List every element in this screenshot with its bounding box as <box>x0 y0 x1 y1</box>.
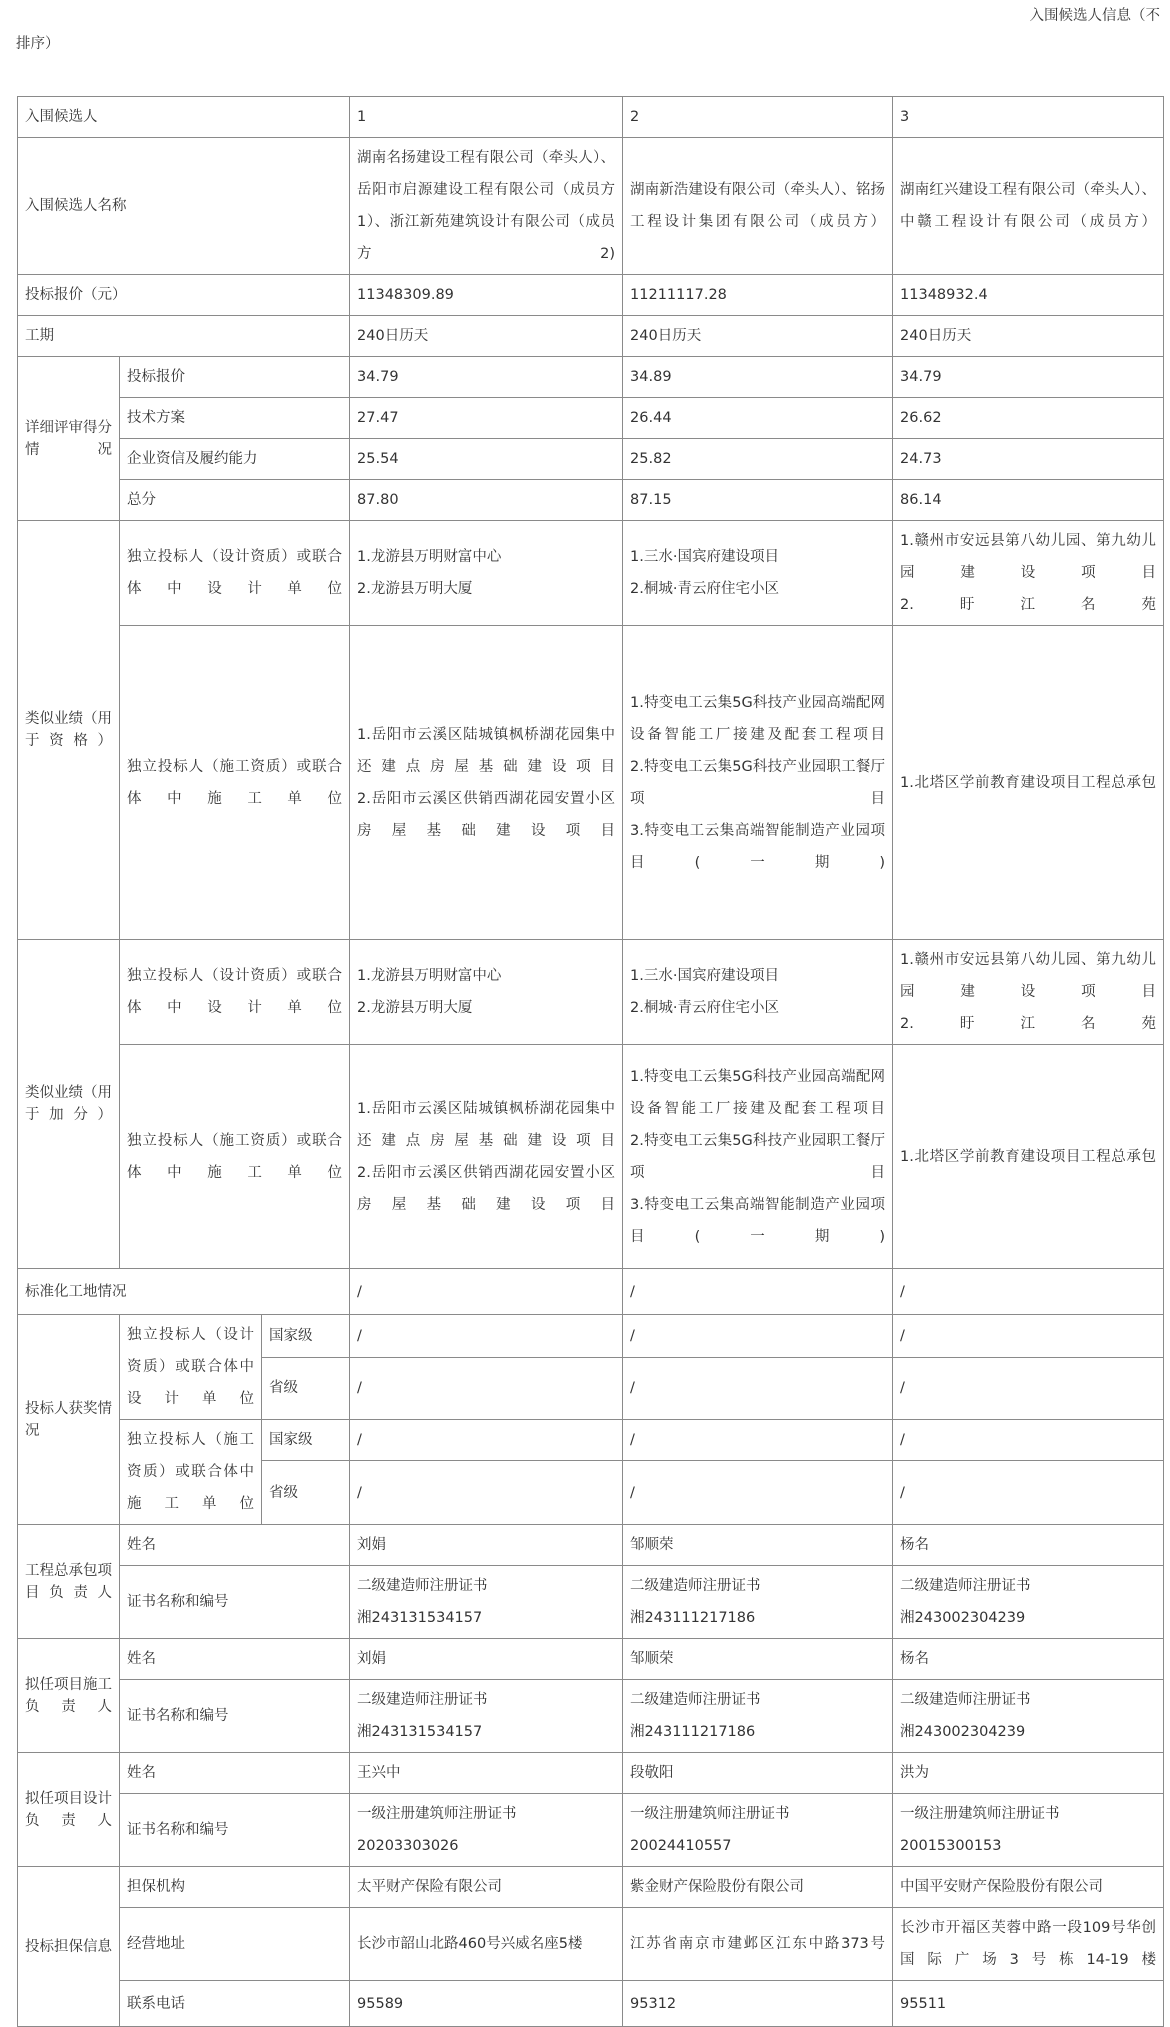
cell-c3-epc-cert: 二级建造师注册证书 湘243002304239 <box>893 1566 1164 1639</box>
table-row <box>18 521 1164 626</box>
table-row <box>18 97 1164 138</box>
cell-c2-duration: 240日历天 <box>623 316 893 357</box>
row-label-score-tech: 技术方案 <box>120 398 350 439</box>
row-label-standard-site: 标准化工地情况 <box>18 1269 350 1315</box>
table-row <box>18 480 1164 521</box>
cell-c2-score-tech: 26.44 <box>623 398 893 439</box>
cell-c1-score-total: 87.80 <box>350 480 623 521</box>
table-row <box>18 357 1164 398</box>
cell-c1-phone: 95589 <box>350 1981 623 2027</box>
cell-c3-const-cert: 二级建造师注册证书 湘243002304239 <box>893 1680 1164 1753</box>
row-group-award: 投标人获奖情况 <box>18 1315 120 1525</box>
row-group-similar-qual: 类似业绩（用于资格） <box>18 521 120 940</box>
row-group-design-manager: 拟任项目设计负责人 <box>18 1753 120 1867</box>
cell-c3-address: 长沙市开福区芙蓉中路一段109号华创国际广场3号栋14-19楼 <box>893 1908 1164 1981</box>
cell-c1-qual-design: 1.龙游县万明财富中心 2.龙游县万明大厦 <box>350 521 623 626</box>
cell-c1-standard-site: / <box>350 1269 623 1315</box>
cell-c2-address: 江苏省南京市建邺区江东中路373号 <box>623 1908 893 1981</box>
table-row <box>18 1639 1164 1680</box>
cell-c2-const-name: 邹顺荣 <box>623 1639 893 1680</box>
cell-c3-add-design: 1.赣州市安远县第八幼儿园、第九幼儿园建设项目 2.盱江名苑 <box>893 940 1164 1045</box>
row-label-provincial: 省级 <box>262 1461 350 1525</box>
cell-c1-design-cert: 一级注册建筑师注册证书 20203303026 <box>350 1794 623 1867</box>
table-row <box>18 275 1164 316</box>
cell-c2-score-bid: 34.89 <box>623 357 893 398</box>
cell-c3-duration: 240日历天 <box>893 316 1164 357</box>
row-label-award-design: 独立投标人（设计资质）或联合体中设计单位 <box>120 1315 262 1420</box>
cell-c3-const-name: 杨名 <box>893 1639 1164 1680</box>
cell-c3-score-cred: 24.73 <box>893 439 1164 480</box>
cell-c3-design-cert: 一级注册建筑师注册证书 20015300153 <box>893 1794 1164 1867</box>
cell-c1-epc-cert: 二级建造师注册证书 湘243131534157 <box>350 1566 623 1639</box>
cell-c1-add-design: 1.龙游县万明财富中心 2.龙游县万明大厦 <box>350 940 623 1045</box>
cell-c3-add-construct: 1.北塔区学前教育建设项目工程总承包 <box>893 1045 1164 1269</box>
cell-c2-no: 2 <box>623 97 893 138</box>
row-label-guarantor: 担保机构 <box>120 1867 350 1908</box>
cell-c1-score-tech: 27.47 <box>350 398 623 439</box>
row-group-similar-add: 类似业绩（用于加分） <box>18 940 120 1269</box>
cell-c1-const-name: 刘娟 <box>350 1639 623 1680</box>
row-label-person-name: 姓名 <box>120 1753 350 1794</box>
cell-c2-epc-cert: 二级建造师注册证书 湘243111217186 <box>623 1566 893 1639</box>
row-label-design-unit: 独立投标人（设计资质）或联合体中设计单位 <box>120 521 350 626</box>
row-label-score-cred: 企业资信及履约能力 <box>120 439 350 480</box>
table-row <box>18 1908 1164 1981</box>
cell-c2-score-total: 87.15 <box>623 480 893 521</box>
cell-c1-award-design-provincial: / <box>350 1357 623 1419</box>
cell-c1-bid-price: 11348309.89 <box>350 275 623 316</box>
cell-c3-bid-price: 11348932.4 <box>893 275 1164 316</box>
table-row <box>18 1566 1164 1639</box>
cell-c1-epc-name: 刘娟 <box>350 1525 623 1566</box>
row-label-name: 入围候选人名称 <box>18 138 350 275</box>
cell-c2-add-construct: 1.特变电工云集5G科技产业园高端配网设备智能工厂接建及配套工程项目 2.特变电工云集5G科技产业园职工餐厅项目 3.特变电工云集高端智能制造产业园项目(一期) <box>623 1045 893 1269</box>
cell-c3-phone: 95511 <box>893 1981 1164 2027</box>
row-label-phone: 联系电话 <box>120 1981 350 2027</box>
row-label-candidate: 入围候选人 <box>18 97 350 138</box>
cell-c3-award-design-national: / <box>893 1315 1164 1358</box>
row-label-construct-unit: 独立投标人（施工资质）或联合体中施工单位 <box>120 626 350 940</box>
row-group-epc-manager: 工程总承包项目负责人 <box>18 1525 120 1639</box>
row-label-cert: 证书名称和编号 <box>120 1794 350 1867</box>
row-label-provincial: 省级 <box>262 1357 350 1419</box>
row-label-construct-unit: 独立投标人（施工资质）或联合体中施工单位 <box>120 1045 350 1269</box>
cell-c2-design-name: 段敬阳 <box>623 1753 893 1794</box>
cell-c2-const-cert: 二级建造师注册证书 湘243111217186 <box>623 1680 893 1753</box>
table-row <box>18 439 1164 480</box>
cell-c2-award-design-provincial: / <box>623 1357 893 1419</box>
table-row <box>18 1420 1164 1461</box>
candidate-table <box>17 96 1164 2027</box>
cell-c1-award-design-national: / <box>350 1315 623 1358</box>
cell-c2-epc-name: 邹顺荣 <box>623 1525 893 1566</box>
table-row <box>18 138 1164 275</box>
row-label-national: 国家级 <box>262 1315 350 1358</box>
cell-c1-award-construct-provincial: / <box>350 1461 623 1525</box>
cell-c1-const-cert: 二级建造师注册证书 湘243131534157 <box>350 1680 623 1753</box>
cell-c3-award-design-provincial: / <box>893 1357 1164 1419</box>
table-row <box>18 316 1164 357</box>
table-row <box>18 1315 1164 1358</box>
row-label-design-unit: 独立投标人（设计资质）或联合体中设计单位 <box>120 940 350 1045</box>
cell-c3-epc-name: 杨名 <box>893 1525 1164 1566</box>
cell-c1-design-name: 王兴中 <box>350 1753 623 1794</box>
row-group-detail-score: 详细评审得分情况 <box>18 357 120 521</box>
cell-c3-score-total: 86.14 <box>893 480 1164 521</box>
cell-c3-award-construct-provincial: / <box>893 1461 1164 1525</box>
cell-c2-award-construct-national: / <box>623 1420 893 1461</box>
cell-c2-qual-design: 1.三水·国宾府建设项目 2.桐城·青云府住宅小区 <box>623 521 893 626</box>
cell-c2-design-cert: 一级注册建筑师注册证书 20024410557 <box>623 1794 893 1867</box>
cell-c2-score-cred: 25.82 <box>623 439 893 480</box>
cell-c1-no: 1 <box>350 97 623 138</box>
table-row <box>18 1753 1164 1794</box>
row-group-construction-manager: 拟任项目施工负责人 <box>18 1639 120 1753</box>
table-row <box>18 940 1164 1045</box>
row-label-duration: 工期 <box>18 316 350 357</box>
table-row <box>18 1680 1164 1753</box>
row-label-score-total: 总分 <box>120 480 350 521</box>
cell-c1-award-construct-national: / <box>350 1420 623 1461</box>
cell-c3-qual-design: 1.赣州市安远县第八幼儿园、第九幼儿园建设项目 2.盱江名苑 <box>893 521 1164 626</box>
cell-c2-name: 湖南新浩建设有限公司（牵头人）、铭扬工程设计集团有限公司（成员方） <box>623 138 893 275</box>
table-row <box>18 626 1164 940</box>
row-label-address: 经营地址 <box>120 1908 350 1981</box>
cell-c2-standard-site: / <box>623 1269 893 1315</box>
row-label-national: 国家级 <box>262 1420 350 1461</box>
cell-c3-name: 湖南红兴建设工程有限公司（牵头人）、中赣工程设计有限公司（成员方） <box>893 138 1164 275</box>
table-row <box>18 398 1164 439</box>
cell-c1-score-cred: 25.54 <box>350 439 623 480</box>
cell-c2-qual-construct: 1.特变电工云集5G科技产业园高端配网设备智能工厂接建及配套工程项目 2.特变电工云集5G科技产业园职工餐厅项目 3.特变电工云集高端智能制造产业园项目(一期) <box>623 626 893 940</box>
row-label-award-construct: 独立投标人（施工资质）或联合体中施工单位 <box>120 1420 262 1525</box>
cell-c2-award-construct-provincial: / <box>623 1461 893 1525</box>
cell-c1-qual-construct: 1.岳阳市云溪区陆城镇枫桥湖花园集中还建点房屋基础建设项目 2.岳阳市云溪区供销西湖花园安置小区房屋基础建设项目 <box>350 626 623 940</box>
page-title-part2: 排序） <box>16 36 60 52</box>
cell-c2-phone: 95312 <box>623 1981 893 2027</box>
page-title-part1: 入围候选人信息（不 <box>1029 8 1160 24</box>
cell-c2-add-design: 1.三水·国宾府建设项目 2.桐城·青云府住宅小区 <box>623 940 893 1045</box>
cell-c3-standard-site: / <box>893 1269 1164 1315</box>
row-label-cert: 证书名称和编号 <box>120 1566 350 1639</box>
row-label-person-name: 姓名 <box>120 1639 350 1680</box>
cell-c3-guarantor: 中国平安财产保险股份有限公司 <box>893 1867 1164 1908</box>
cell-c1-address: 长沙市韶山北路460号兴威名座5楼 <box>350 1908 623 1981</box>
cell-c1-name: 湖南名扬建设工程有限公司（牵头人）、岳阳市启源建设工程有限公司（成员方1）、浙江新苑建筑设计有限公司（成员方2) <box>350 138 623 275</box>
row-label-score-bid: 投标报价 <box>120 357 350 398</box>
cell-c2-award-design-national: / <box>623 1315 893 1358</box>
cell-c1-score-bid: 34.79 <box>350 357 623 398</box>
cell-c3-no: 3 <box>893 97 1164 138</box>
row-label-person-name: 姓名 <box>120 1525 350 1566</box>
table-row <box>18 1525 1164 1566</box>
table-row <box>18 1981 1164 2027</box>
table-row <box>18 1867 1164 1908</box>
row-group-guarantee: 投标担保信息 <box>18 1867 120 2027</box>
table-row <box>18 1269 1164 1315</box>
cell-c3-score-tech: 26.62 <box>893 398 1164 439</box>
row-label-bid-price: 投标报价（元） <box>18 275 350 316</box>
cell-c3-award-construct-national: / <box>893 1420 1164 1461</box>
cell-c3-qual-construct: 1.北塔区学前教育建设项目工程总承包 <box>893 626 1164 940</box>
cell-c1-add-construct: 1.岳阳市云溪区陆城镇枫桥湖花园集中还建点房屋基础建设项目 2.岳阳市云溪区供销西湖花园安置小区房屋基础建设项目 <box>350 1045 623 1269</box>
cell-c2-guarantor: 紫金财产保险股份有限公司 <box>623 1867 893 1908</box>
cell-c1-duration: 240日历天 <box>350 316 623 357</box>
table-row <box>18 1794 1164 1867</box>
cell-c3-design-name: 洪为 <box>893 1753 1164 1794</box>
cell-c1-guarantor: 太平财产保险有限公司 <box>350 1867 623 1908</box>
cell-c3-score-bid: 34.79 <box>893 357 1164 398</box>
row-label-cert: 证书名称和编号 <box>120 1680 350 1753</box>
cell-c2-bid-price: 11211117.28 <box>623 275 893 316</box>
table-row <box>18 1045 1164 1269</box>
